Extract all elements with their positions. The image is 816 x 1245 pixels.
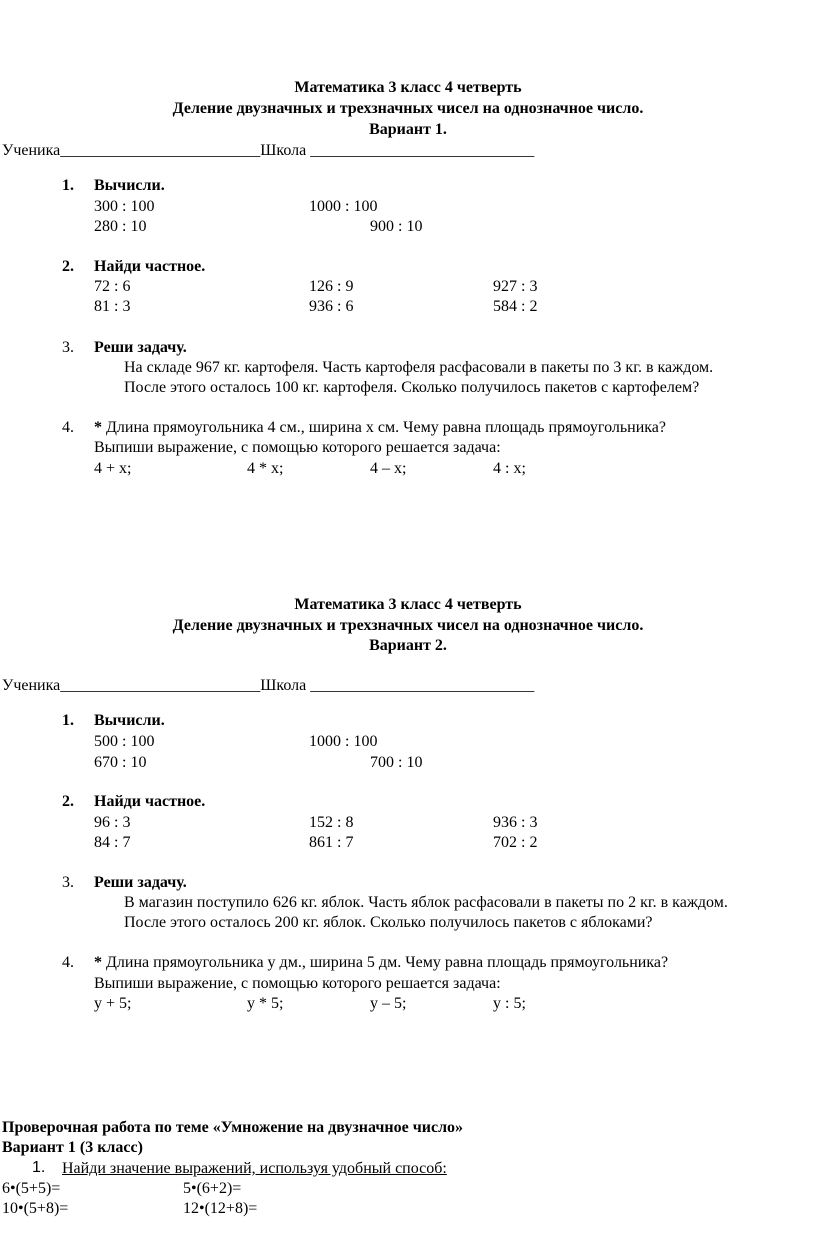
task2-item: 126 : 9	[309, 278, 354, 295]
test-task-number: 1.	[32, 1159, 46, 1176]
test-item: 10•(5+8)=	[2, 1200, 69, 1217]
task4-star: *	[94, 419, 102, 436]
task2-item: 152 : 8	[309, 814, 354, 831]
task2-item: 927 : 3	[493, 278, 538, 295]
task3-number: 3.	[62, 874, 74, 891]
school-label: Школа	[260, 142, 307, 159]
task4-option: 4 – х;	[370, 460, 407, 477]
task2-item: 936 : 6	[309, 298, 354, 315]
task4-option: 4 + х;	[94, 460, 132, 477]
variant-label: Вариант 2.	[369, 637, 447, 654]
task1-title: Вычисли.	[94, 177, 165, 194]
student-blank: _________________________	[60, 142, 261, 159]
task3-text: На складе 967 кг. картофеля. Часть картофеля расфасовали в пакеты по 3 кг. в каждом.	[124, 359, 714, 376]
task4-option: у * 5;	[247, 995, 284, 1012]
task4-option: 4 : х;	[493, 460, 526, 477]
task1-item: 1000 : 100	[309, 198, 378, 215]
student-label: Ученика	[2, 142, 61, 159]
task2-item: 936 : 3	[493, 814, 538, 831]
task2-number: 2.	[62, 793, 74, 810]
task2-title: Найди частное.	[94, 793, 206, 810]
task4-option: 4 * х;	[247, 460, 284, 477]
task4-number: 4.	[62, 954, 74, 971]
task4-option: у : 5;	[493, 995, 526, 1012]
task2-item: 72 : 6	[94, 278, 131, 295]
task1-item: 1000 : 100	[309, 733, 378, 750]
test-item: 6•(5+5)=	[2, 1180, 61, 1197]
task4-option: у – 5;	[370, 995, 407, 1012]
student-line	[2, 678, 534, 694]
task3-number: 3.	[62, 339, 74, 356]
task4-text: Выпиши выражение, с помощью которого решается задача:	[94, 975, 501, 992]
student-blank: _________________________	[60, 677, 261, 694]
page-subtitle: Деление двузначных и трехзначных чисел на однозначное число.	[172, 617, 644, 634]
task3-text: После этого осталось 200 кг. яблок. Сколько получилось пакетов с яблоками?	[124, 914, 653, 931]
task1-item: 670 : 10	[94, 754, 147, 771]
task3-text: После этого осталось 100 кг. картофеля. Сколько получилось пакетов с картофелем?	[124, 379, 700, 396]
school-blank: ____________________________	[310, 677, 535, 694]
task3-text: В магазин поступило 626 кг. яблок. Часть яблок расфасовали в пакеты по 2 кг. в каждом.	[124, 894, 728, 911]
task2-number: 2.	[62, 258, 74, 275]
variant-label: Вариант 1.	[369, 121, 447, 138]
task4-text	[94, 420, 666, 436]
task3-title: Реши задачу.	[94, 339, 187, 356]
student-label: Ученика	[2, 677, 61, 694]
task4-text	[94, 955, 668, 971]
test-task-text: Найди значение выражений, используя удобный способ:	[62, 1160, 447, 1177]
page-title: Математика 3 класс 4 четверть	[294, 596, 522, 613]
test-item: 5•(6+2)=	[183, 1180, 242, 1197]
task2-item: 861 : 7	[309, 834, 354, 851]
task1-item: 700 : 10	[370, 754, 423, 771]
page-title: Математика 3 класс 4 четверть	[294, 79, 522, 96]
student-line	[2, 143, 534, 159]
task2-title: Найди частное.	[94, 258, 206, 275]
test-variant: Вариант 1 (3 класс)	[2, 1139, 143, 1156]
task1-number: 1.	[62, 712, 74, 729]
task1-item: 500 : 100	[94, 733, 155, 750]
task3-title: Реши задачу.	[94, 874, 187, 891]
task4-line: Длина прямоугольника у дм., ширина 5 дм. Чему равна площадь прямоугольника?	[102, 954, 669, 971]
task1-item: 280 : 10	[94, 218, 147, 235]
task4-text: Выпиши выражение, с помощью которого решается задача:	[94, 439, 501, 456]
task4-line: Длина прямоугольника 4 см., ширина х см. Чему равна площадь прямоугольника?	[102, 419, 666, 436]
test-title: Проверочная работа по теме «Умножение на двузначное число»	[2, 1119, 464, 1136]
task1-number: 1.	[62, 177, 74, 194]
page-subtitle: Деление двузначных и трехзначных чисел на однозначное число.	[172, 100, 644, 117]
task2-item: 81 : 3	[94, 298, 131, 315]
test-item: 12•(12+8)=	[183, 1200, 258, 1217]
task4-star: *	[94, 954, 102, 971]
task2-item: 702 : 2	[493, 834, 538, 851]
task2-item: 84 : 7	[94, 834, 131, 851]
task2-item: 584 : 2	[493, 298, 538, 315]
task1-item: 900 : 10	[370, 218, 423, 235]
school-blank: ____________________________	[310, 142, 535, 159]
task2-item: 96 : 3	[94, 814, 131, 831]
school-label: Школа	[260, 677, 307, 694]
task1-title: Вычисли.	[94, 712, 165, 729]
task1-item: 300 : 100	[94, 198, 155, 215]
task4-number: 4.	[62, 419, 74, 436]
task4-option: у + 5;	[94, 995, 132, 1012]
